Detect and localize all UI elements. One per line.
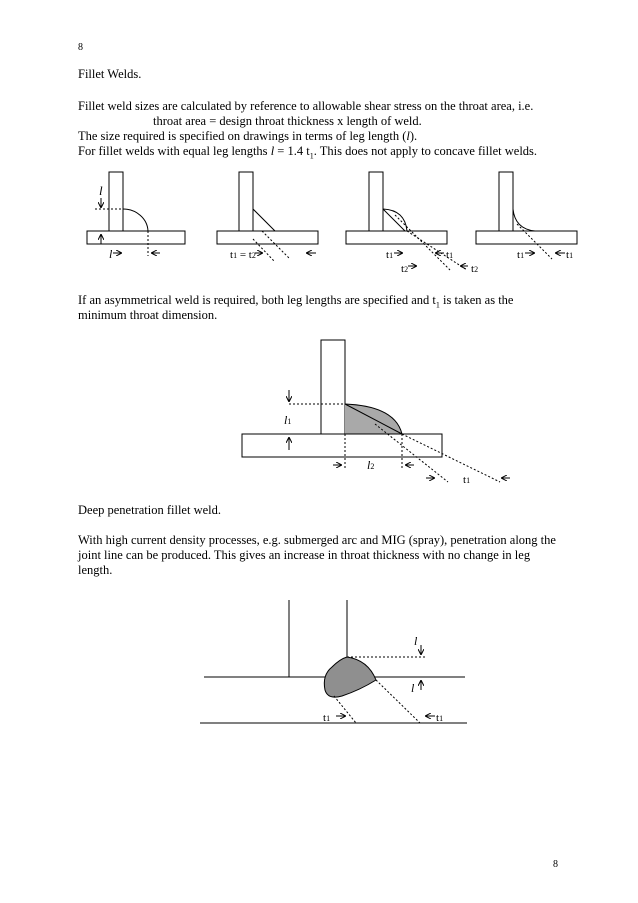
text-segment: The size required is specified on drawings in terms of leg length (	[78, 129, 407, 143]
text-segment: = t	[237, 249, 252, 261]
subscript: 1	[449, 251, 454, 260]
svg-text:t1	[436, 712, 443, 724]
text-segment: = 1.4 t	[274, 144, 310, 158]
svg-text:t1	[517, 249, 524, 261]
leg-label: l	[414, 634, 418, 648]
subscript: 1	[389, 251, 394, 260]
subscript: 1	[287, 417, 292, 426]
subscript: 1	[233, 251, 238, 260]
paragraph-line: Deep penetration fillet weld.	[78, 503, 221, 517]
svg-text:t1	[566, 249, 573, 261]
leg-label: l	[411, 681, 415, 695]
throat-label: t	[230, 249, 234, 261]
leg-label: l	[99, 183, 103, 198]
page-number-top: 8	[78, 42, 83, 53]
svg-text:t1	[446, 249, 453, 261]
section-heading: Fillet Welds.	[78, 67, 142, 81]
subscript: 1	[439, 714, 444, 723]
svg-text:t1	[323, 712, 330, 724]
text-segment: If an asymmetrical weld is required, both leg lengths are specified and t	[78, 293, 436, 307]
diagram-concave-fillet	[476, 172, 577, 261]
page-number-bottom: 8	[553, 859, 558, 870]
throat-label: t	[517, 249, 521, 261]
throat-label: t	[463, 474, 467, 486]
paragraph-line: throat area = design throat thickness x length of weld.	[153, 114, 422, 128]
subscript: 1	[466, 476, 471, 485]
paragraph-line: minimum throat dimension.	[78, 308, 218, 322]
throat-label: t	[323, 712, 327, 724]
throat-label: t	[401, 263, 405, 275]
svg-text:t2	[471, 263, 478, 275]
leg-symbol: l	[270, 144, 275, 158]
subscript: 1	[435, 300, 440, 310]
leg-label: l	[109, 247, 113, 261]
diagram-asymmetric-fillet	[242, 340, 510, 486]
diagram-deep-penetration-fillet	[200, 600, 467, 724]
paragraph-line: length.	[78, 563, 113, 577]
svg-text:t2	[401, 263, 408, 275]
throat-label: t	[436, 712, 440, 724]
paragraph-line: With high current density processes, e.g. submerged arc and MIG (spray), penetration along the	[78, 533, 556, 547]
subscript: 1	[309, 151, 314, 161]
subscript: 1	[520, 251, 525, 260]
svg-text:l2	[367, 458, 374, 472]
text-segment: For fillet welds with equal leg lengths	[78, 144, 271, 158]
throat-label: t	[566, 249, 570, 261]
text-segment: ).	[409, 129, 418, 143]
svg-text:t1	[386, 249, 393, 261]
diagram-mitre-fillet	[217, 172, 318, 262]
text-segment: . This does not apply to concave fillet welds.	[313, 144, 538, 158]
throat-label: t	[386, 249, 390, 261]
subscript: 1	[569, 251, 574, 260]
svg-text:l1	[284, 413, 291, 427]
subscript: 2	[404, 265, 409, 274]
throat-label: t	[471, 263, 475, 275]
subscript: 2	[251, 251, 256, 260]
leg-symbol: l	[406, 129, 410, 143]
paragraph-line: Fillet weld sizes are calculated by reference to allowable shear stress on the throat area, i.e.	[78, 99, 534, 113]
subscript: 2	[474, 265, 479, 274]
text-segment: is taken as the	[439, 293, 514, 307]
paragraph-line: joint line can be produced. This gives an increase in throat thickness with no change in leg	[78, 548, 531, 562]
subscript: 1	[326, 714, 331, 723]
svg-text:t1	[463, 474, 470, 486]
diagram-equal-leg-fillet	[87, 172, 185, 261]
subscript: 2	[370, 462, 375, 471]
diagram-convex-fillet	[346, 172, 478, 275]
leg-label: l	[367, 458, 371, 472]
leg-label: l	[284, 413, 288, 427]
svg-text:t1 = t2	[230, 249, 256, 261]
throat-label: t	[446, 249, 450, 261]
